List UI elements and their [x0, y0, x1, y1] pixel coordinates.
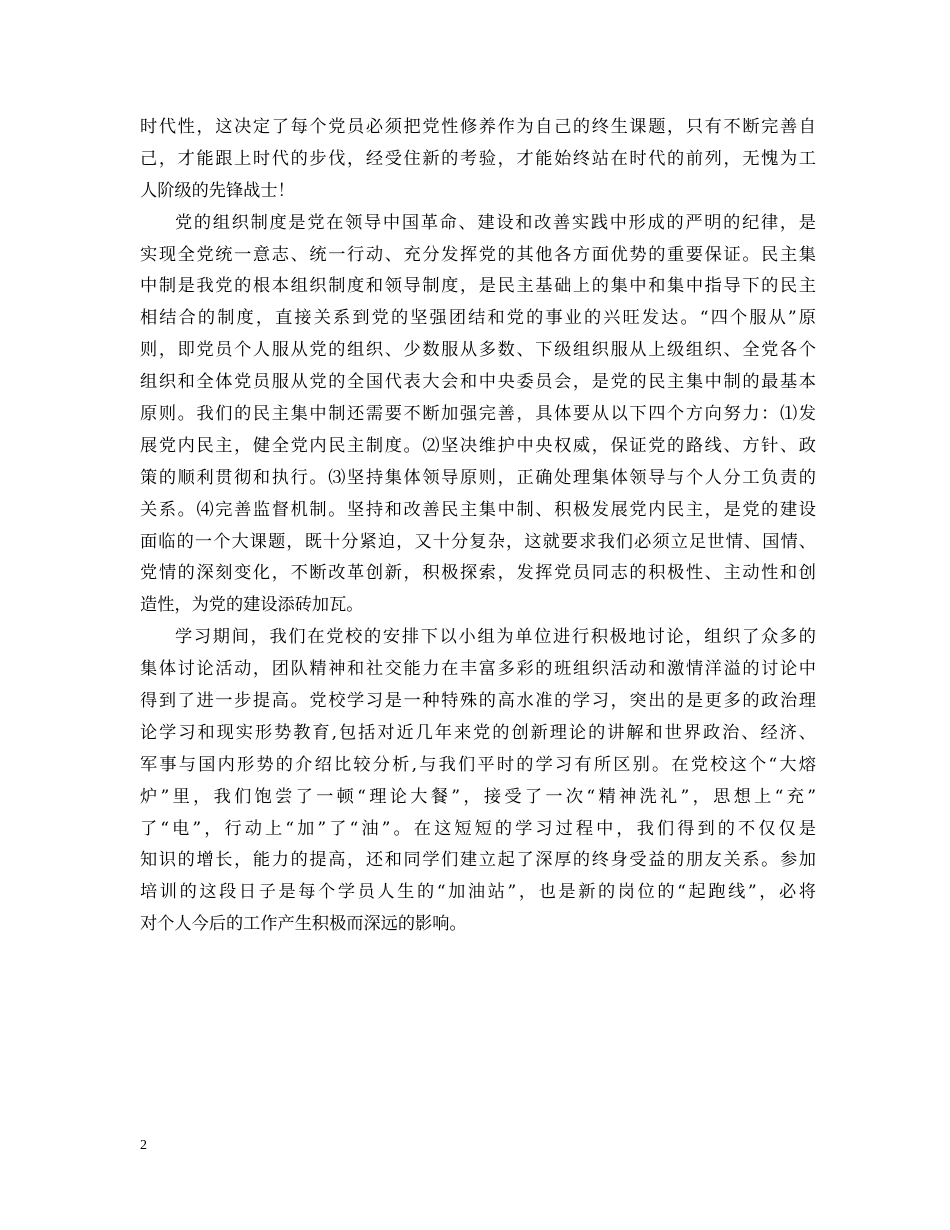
- paragraph: [140, 208, 816, 623]
- text-line: 面临的一个大课题，既十分紧迫，又十分复杂，这就要求我们必须立足世情、国情、: [140, 531, 816, 552]
- text-line: 党情的深刻变化，不断改革创新，积极探索，发挥党员同志的积极性、主动性和创: [140, 563, 816, 584]
- text-line: 展党内民主，健全党内民主制度。⑵坚决维护中央权威，保证党的路线、方针、政: [140, 435, 816, 456]
- text-line: 己，才能跟上时代的步伐，经受住新的考验，才能始终站在时代的前列，无愧为工: [140, 148, 816, 169]
- text-line: 得到了进一步提高。党校学习是一种特殊的高水准的学习，突出的是更多的政治理: [140, 691, 816, 712]
- text-line: 中制是我党的根本组织制度和领导制度，是民主基础上的集中和集中指导下的民主: [140, 276, 816, 297]
- text-line: 策的顺利贯彻和执行。⑶坚持集体领导原则，正确处理集体领导与个人分工负责的: [140, 467, 816, 488]
- text-line: 论学习和现实形势教育,包括对近几年来党的创新理论的讲解和世界政治、经济、: [140, 722, 816, 743]
- text-line: 相结合的制度，直接关系到党的坚强团结和党的事业的兴旺发达。“四个服从”原: [140, 308, 816, 329]
- text-line: 则，即党员个人服从党的组织、少数服从多数、下级组织服从上级组织、全党各个: [140, 340, 816, 361]
- text-line: 造性，为党的建设添砖加瓦。: [140, 595, 364, 616]
- text-line: 知识的增长，能力的提高，还和同学们建立起了深厚的终身受益的朋友关系。参加: [140, 850, 816, 871]
- text-line: 军事与国内形势的介绍比较分析,与我们平时的学习有所区别。在党校这个“大熔: [140, 754, 816, 775]
- page-number: 2: [140, 1138, 147, 1153]
- text-line: 关系。⑷完善监督机制。坚持和改善民主集中制、积极发展党内民主，是党的建设: [140, 499, 816, 520]
- text-line: 党的组织制度是党在领导中国革命、建设和改善实践中形成的严明的纪律，是: [175, 212, 816, 233]
- body-text: [140, 112, 816, 941]
- text-line: 实现全党统一意志、统一行动、充分发挥党的其他各方面优势的重要保证。民主集: [140, 244, 816, 265]
- text-line: 培训的这段日子是每个学员人生的“加油站”，也是新的岗位的“起跑线”，必将: [140, 882, 816, 903]
- paragraph: [140, 112, 816, 208]
- text-line: 组织和全体党员服从党的全国代表大会和中央委员会，是党的民主集中制的最基本: [140, 372, 816, 393]
- text-line: 人阶级的先锋战士！: [140, 180, 295, 201]
- text-line: 学习期间，我们在党校的安排下以小组为单位进行积极地讨论，组织了众多的: [175, 627, 816, 648]
- text-line: 了“电”，行动上“加”了“油”。在这短短的学习过程中，我们得到的不仅仅是: [140, 818, 816, 839]
- text-line: 原则。我们的民主集中制还需要不断加强完善，具体要从以下四个方向努力：⑴发: [140, 404, 816, 425]
- text-line: 炉”里，我们饱尝了一顿“理论大餐”，接受了一次“精神洗礼”，思想上“充”: [140, 786, 816, 807]
- paragraph: [140, 622, 816, 941]
- text-line: 时代性，这决定了每个党员必须把党性修养作为自己的终生课题，只有不断完善自: [140, 117, 816, 137]
- text-line: 对个人今后的工作产生积极而深远的影响。: [140, 914, 467, 935]
- text-line: 集体讨论活动，团队精神和社交能力在丰富多彩的班组织活动和激情洋溢的讨论中: [140, 659, 816, 680]
